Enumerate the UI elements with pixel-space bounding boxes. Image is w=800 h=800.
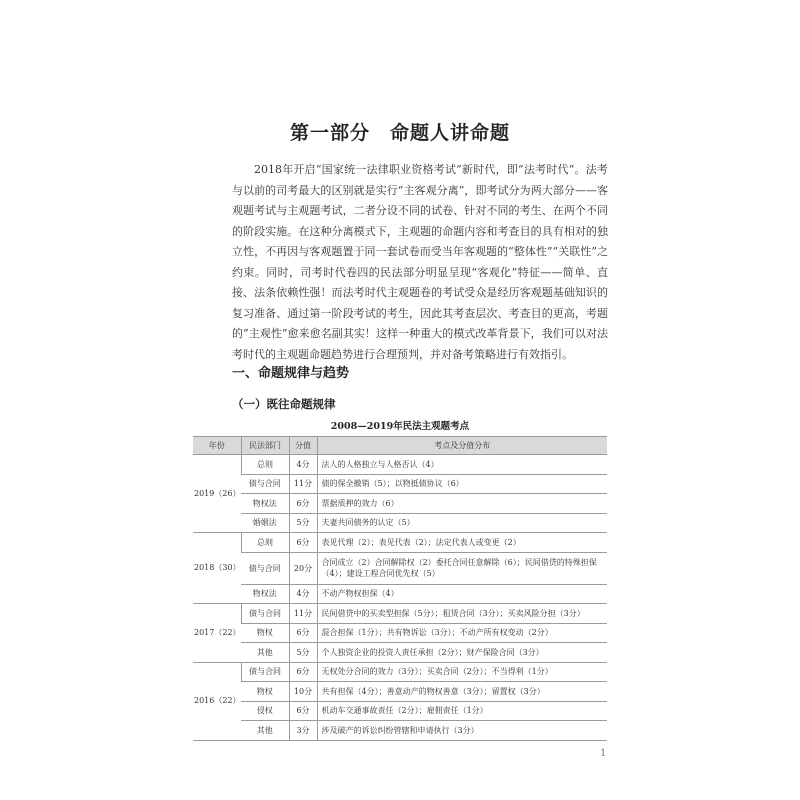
cell-topics: 法人的人格独立与人格否认（4）	[317, 455, 607, 475]
page-number: 1	[600, 748, 607, 759]
cell-score: 20分	[289, 552, 317, 584]
cell-score: 6分	[289, 494, 317, 514]
header-year: 年份	[193, 437, 241, 455]
header-department: 民法部门	[241, 437, 289, 455]
cell-department: 物权法	[241, 584, 289, 604]
cell-score: 10分	[289, 682, 317, 702]
cell-topics: 机动车交通事故责任（2分）；雇佣责任（1分）	[317, 701, 607, 721]
cell-topics: 无权处分合同的效力（3分）；买卖合同（2分）；不当得利（1分）	[317, 662, 607, 682]
cell-department: 债与合同	[241, 662, 289, 682]
cell-score: 4分	[289, 584, 317, 604]
cell-year: 2017（22）	[193, 604, 241, 663]
cell-department: 总则	[241, 533, 289, 553]
cell-topics: 票据质押的效力（6）	[317, 494, 607, 514]
table-row	[193, 623, 607, 643]
cell-score: 6分	[289, 533, 317, 553]
cell-score: 11分	[289, 474, 317, 494]
cell-score: 5分	[289, 513, 317, 533]
cell-topics: 合同成立（2）合同解除权（2）委托合同任意解除（6）；民间借贷的特殊担保（4）；建设工程合同优先权（5）	[317, 552, 607, 584]
cell-score: 6分	[289, 662, 317, 682]
cell-topics: 混合担保（1分）；共有物诉讼（3分）；不动产所有权变动（2分）	[317, 623, 607, 643]
table-caption: 2008—2019年民法主观题考点	[330, 421, 470, 432]
cell-department: 总则	[241, 455, 289, 475]
table-row	[193, 513, 607, 533]
cell-topics: 个人独资企业的投资人责任承担（2分）；财产保险合同（3分）	[317, 643, 607, 663]
table-row	[193, 494, 607, 514]
cell-department: 婚姻法	[241, 513, 289, 533]
header-topics: 考点及分值分布	[317, 437, 607, 455]
table-row	[193, 721, 607, 741]
intro-paragraph: 2018年开启“国家统一法律职业资格考试”新时代，即“法考时代”。法考与以前的司考最大的区别就是实行“主客观分离”，即考试分为两大部分——客观题考试与主观题考试，二者分设不同的试卷、针对不同的考生、在两个不同的阶段实施。在这种分离模式下，主观题的命题内容和考查目的具有相对的独立性，不再因与客观题置于同一套试卷而受当年客观题的“整体性”“关联性”之约束。同时，司考时代卷四的民法部分明显呈现“客观化”特征——简单、直接、法条依赖性强！而法考时代主观题卷的考试受众是经历客观题基础知识的复习准备、通过第一阶段考试的考生，因此其考查层次、考查目的更高，考题的“主观性”愈来愈名副其实！这样一种重大的模式改革背景下，我们可以对法考时代的主观题命题趋势进行合理预判，并对备考策略进行有效指引。	[232, 163, 608, 361]
table-body	[193, 455, 607, 741]
cell-department: 物权法	[241, 494, 289, 514]
cell-score: 4分	[289, 455, 317, 475]
cell-topics: 民间借贷中的买卖型担保（5分）；租赁合同（3分）；买卖风险分担（3分）	[317, 604, 607, 624]
cell-topics: 债的保全撤销（5）；以物抵债协议（6）	[317, 474, 607, 494]
cell-year: 2016（22）	[193, 662, 241, 740]
table-row	[193, 662, 607, 682]
cell-score: 3分	[289, 721, 317, 741]
cell-department: 物权	[241, 623, 289, 643]
table-header-row	[193, 437, 607, 455]
table-row	[193, 604, 607, 624]
cell-department: 债与合同	[241, 604, 289, 624]
cell-score: 5分	[289, 643, 317, 663]
table-row	[193, 682, 607, 702]
cell-year: 2019（26）	[193, 455, 241, 533]
cell-score: 6分	[289, 623, 317, 643]
cell-department: 债与合同	[241, 474, 289, 494]
cell-score: 6分	[289, 701, 317, 721]
cell-topics: 表见代理（2）；表见代表（2）；法定代表人或变更（2）	[317, 533, 607, 553]
page-title: 第一部分 命题人讲命题	[289, 122, 510, 144]
cell-score: 11分	[289, 604, 317, 624]
cell-topics: 共有担保（4分）；善意动产的物权善意（3分）；留置权（3分）	[317, 682, 607, 702]
cell-department: 侵权	[241, 701, 289, 721]
table-row	[193, 701, 607, 721]
cell-topics: 夫妻共同债务的认定（5）	[317, 513, 607, 533]
cell-department: 债与合同	[241, 552, 289, 584]
exam-topics-table	[193, 436, 607, 741]
subsection-heading: （一）既往命题规律	[232, 397, 336, 411]
cell-year: 2018（30）	[193, 533, 241, 604]
cell-topics: 涉及破产的诉讼纠纷管辖和申请执行（3分）	[317, 721, 607, 741]
section-heading: 一、命题规律与趋势	[232, 366, 350, 381]
cell-department: 其他	[241, 643, 289, 663]
cell-department: 物权	[241, 682, 289, 702]
table-row	[193, 584, 607, 604]
table-row	[193, 455, 607, 475]
table-row	[193, 552, 607, 584]
header-score: 分值	[289, 437, 317, 455]
table-row	[193, 643, 607, 663]
table-row	[193, 474, 607, 494]
cell-topics: 不动产物权担保（4）	[317, 584, 607, 604]
table-row	[193, 533, 607, 553]
cell-department: 其他	[241, 721, 289, 741]
